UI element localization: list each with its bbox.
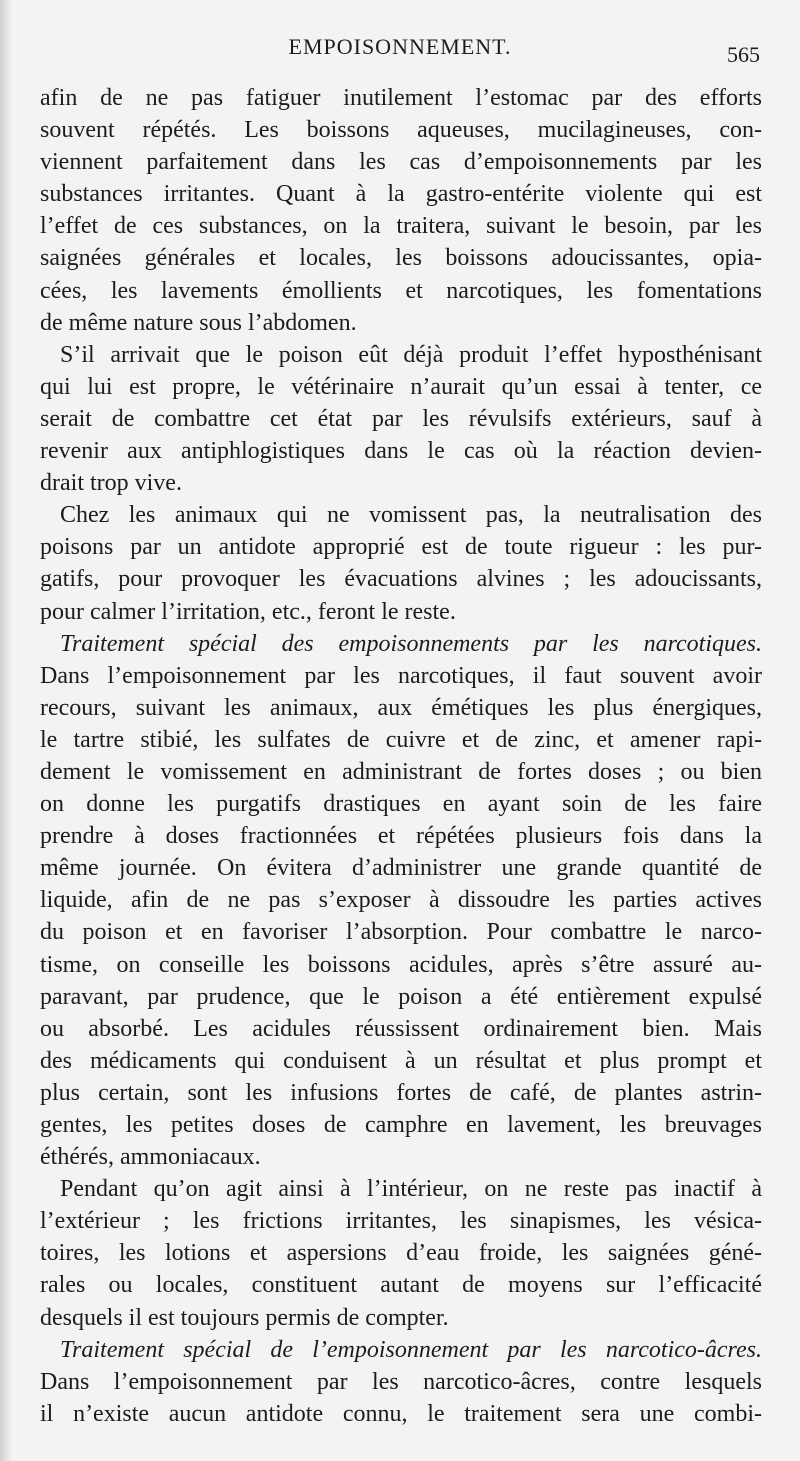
paragraph-start-line: Chez les animaux qui ne vomissent pas, la neutralisation des xyxy=(60,502,762,529)
text-line: pour calmer l’irritation, etc., feront le reste. xyxy=(40,598,456,625)
text-line: poisons par un antidote approprié est de toute rigueur : les pur- xyxy=(40,534,762,561)
text-line: Dans l’empoisonnement par les narcotiques, il faut souvent avoir xyxy=(40,662,762,689)
page-number: 565 xyxy=(727,42,760,67)
text-line: paravant, par prudence, que le poison a été entièrement expulsé xyxy=(40,983,762,1010)
text-line: substances irritantes. Quant à la gastro-entérite violente qui est xyxy=(40,181,762,208)
text-line: il n’existe aucun antidote connu, le traitement sera une combi- xyxy=(40,1400,762,1427)
text-line: on donne les purgatifs drastiques en ayant soin de les faire xyxy=(40,791,762,818)
text-line: serait de combattre cet état par les révulsifs extérieurs, sauf à xyxy=(40,405,762,432)
text-line: l’effet de ces substances, on la traitera, suivant le besoin, par les xyxy=(40,213,762,240)
text-line: tisme, on conseille les boissons acidules, après s’être assuré au- xyxy=(40,951,762,978)
text-line: liquide, afin de ne pas s’exposer à dissoudre les parties actives xyxy=(40,887,762,914)
text-line: plus certain, sont les infusions fortes de café, de plantes astrin- xyxy=(40,1079,762,1106)
body-text xyxy=(40,82,762,1430)
text-line: gatifs, pour provoquer les évacuations alvines ; les adoucissants, xyxy=(40,566,762,593)
text-line: rales ou locales, constituent autant de moyens sur l’efficacité xyxy=(40,1272,762,1299)
text-line: revenir aux antiphlogistiques dans le cas où la réaction devien- xyxy=(40,438,762,465)
text-line: du poison et en favoriser l’absorption. Pour combattre le narco- xyxy=(40,919,762,946)
text-line: gentes, les petites doses de camphre en lavement, les breuvages xyxy=(40,1112,762,1138)
text-line: recours, suivant les animaux, aux émétiques les plus énergiques, xyxy=(40,694,762,721)
text-line: Dans l’empoisonnement par les narcotico-âcres, contre lesquels xyxy=(40,1368,762,1395)
text-line: toires, les lotions et aspersions d’eau froide, les saignées géné- xyxy=(40,1240,762,1267)
text-line: prendre à doses fractionnées et répétées plusieurs fois dans la xyxy=(40,823,762,850)
text-line: souvent répétés. Les boissons aqueuses, mucilagineuses, con- xyxy=(40,117,762,144)
running-title: EMPOISONNEMENT. xyxy=(288,34,512,59)
section-heading: Traitement spécial des empoisonnements par les narcotiques. xyxy=(60,630,762,657)
text-line: viennent parfaitement dans les cas d’empoisonnements par les xyxy=(40,149,762,176)
text-line: cées, les lavements émollients et narcotiques, les fomentations xyxy=(40,277,762,304)
text-line: l’extérieur ; les frictions irritantes, les sinapismes, les vésica- xyxy=(40,1208,762,1235)
text-line: éthérés, ammoniacaux. xyxy=(40,1144,261,1171)
text-line: dement le vomissement en administrant de fortes doses ; ou bien xyxy=(40,758,762,785)
text-line: de même nature sous l’abdomen. xyxy=(40,309,357,336)
text-line: ou absorbé. Les acidules réussissent ordinairement bien. Mais xyxy=(40,1015,762,1042)
running-head xyxy=(40,30,760,70)
text-line: afin de ne pas fatiguer inutilement l’estomac par des efforts xyxy=(40,85,762,111)
text-line: qui lui est propre, le vétérinaire n’aurait qu’un essai à tenter, ce xyxy=(40,373,762,400)
paragraph-start-line: S’il arrivait que le poison eût déjà produit l’effet hyposthénisant xyxy=(60,341,762,368)
paragraph-start-line: Pendant qu’on agit ainsi à l’intérieur, on ne reste pas inactif à xyxy=(60,1176,762,1203)
text-line: des médicaments qui conduisent à un résultat et plus prompt et xyxy=(40,1047,762,1074)
text-line: desquels il est toujours permis de compter. xyxy=(40,1304,449,1331)
section-heading: Traitement spécial de l’empoisonnement par les narcotico-âcres. xyxy=(60,1336,762,1363)
text-line: saignées générales et locales, les boissons adoucissantes, opia- xyxy=(40,245,762,272)
text-line: drait trop vive. xyxy=(40,470,182,497)
text-line: le tartre stibié, les sulfates de cuivre et de zinc, et amener rapi- xyxy=(40,726,762,753)
page-gutter-shadow xyxy=(0,0,12,1461)
text-line: même journée. On évitera d’administrer une grande quantité de xyxy=(40,855,762,882)
